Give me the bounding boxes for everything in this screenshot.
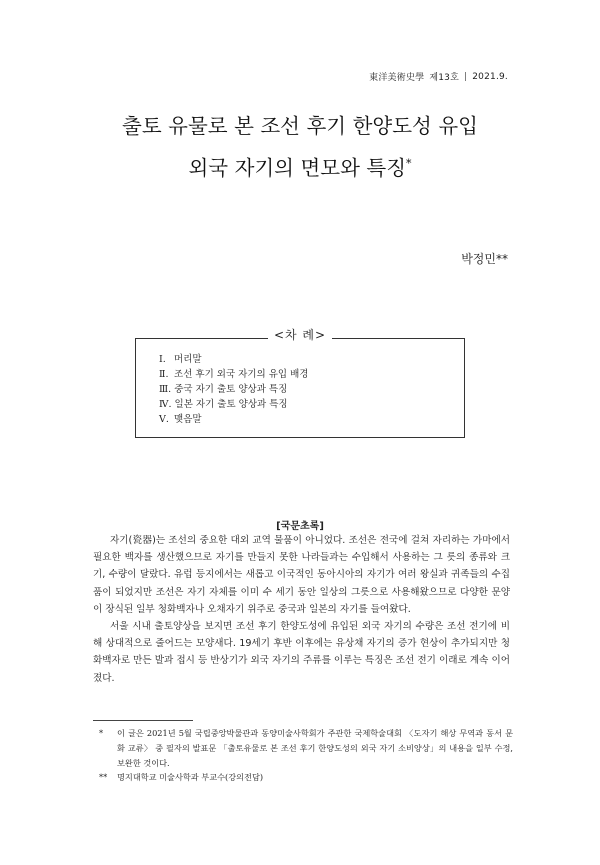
toc-label <box>0 326 600 343</box>
toc-item <box>159 352 308 367</box>
author-name: 박정민** <box>461 252 508 266</box>
toc-item-number: Ⅴ. <box>159 414 169 425</box>
footnote-text: 명지대학교 미술사학과 부교수(강의전담) <box>117 772 264 783</box>
toc-item-number: Ⅲ. <box>159 384 172 395</box>
issue-number: 제13호 <box>429 73 459 83</box>
title-line-1: 출토 유물로 본 조선 후기 한양도성 유입 <box>122 114 478 138</box>
footnote-mark: * <box>99 728 104 738</box>
journal-name: 東洋美術史學 <box>369 73 425 83</box>
abstract-heading: [국문초록] <box>276 521 324 532</box>
toc-list <box>159 352 308 427</box>
abstract-paragraph-2: 서울 시내 출토양상을 보지면 조선 후기 한양도성에 유입된 외국 자기의 수량은 조선 전기에 비해 상대적으로 줄어드는 모양새다. 19세기 후반 이후에는 유상채 자기의 증가 현상이 추가되지만 청화백자로 만든 발과 접시 등 반상기가 외국 자기의 주류를 이루는 특징은 조선 전기 이래로 계속 이어졌다. <box>93 621 510 684</box>
header-separator: | <box>464 71 468 82</box>
footnote <box>93 770 513 785</box>
footnote-divider <box>93 720 193 721</box>
running-header <box>369 70 508 83</box>
title-footnote-mark: * <box>406 157 412 170</box>
toc-item-text: 맺음말 <box>174 414 202 425</box>
toc-item <box>159 367 308 382</box>
footnote-text: 이 글은 2021년 5월 국립중앙박물관과 동양미술사학회가 주관한 국제학술대회 〈도자기 해상 무역과 동서 문화 교류〉 중 필자의 발표문 「출토유물로 본 조선 후기 한양도성의 외국 자기 소비양상」의 내용을 일부 수정, 보완한 것이다. <box>117 728 513 768</box>
toc-item <box>159 382 308 397</box>
toc-item-text: 일본 자기 출토 양상과 특징 <box>174 399 288 410</box>
footnote-mark: ** <box>99 772 108 783</box>
toc-item <box>159 412 308 427</box>
abstract-paragraph-1: 자기(瓷器)는 조선의 중요한 대외 교역 물품이 아니었다. 조선은 전국에 걸쳐 자리하는 가마에서 필요한 백자를 생산했으므로 자기를 만들지 못한 나라들과는 수입해서 사용하는 그 릇의 종류와 크기, 수량이 달랐다. 유럽 등지에서는 새롭고 이국적인 동아시아의 자기가 여러 왕실과 귀족들의 수집품이 되었지만 조선은 자기 자체를 이미 수 세기 동안 일상의 그릇으로 사용해왔으므로 다양한 문양이 장식된 일부 청화백자나 오채자기 위주로 중국과 일본의 자기를 들여왔다. <box>93 535 510 615</box>
toc-item-text: 머리말 <box>174 354 202 365</box>
title-line-2 <box>0 145 600 187</box>
footnotes <box>93 726 513 785</box>
paper-title <box>0 108 600 187</box>
title-line-2-text: 외국 자기의 면모와 특징 <box>188 155 407 180</box>
toc-item-text: 조선 후기 외국 자기의 유입 배경 <box>174 369 309 380</box>
toc-item-text: 중국 자기 출토 양상과 특징 <box>174 384 288 395</box>
toc-item-number: Ⅱ. <box>159 369 169 380</box>
toc-item <box>159 397 308 412</box>
toc-label-text: <차 례> <box>268 328 332 342</box>
toc-item-number: Ⅰ. <box>159 354 166 365</box>
footnote <box>93 726 513 770</box>
abstract-body <box>93 532 510 687</box>
toc-item-number: Ⅳ. <box>159 399 172 410</box>
issue-date: 2021.9. <box>472 71 508 82</box>
